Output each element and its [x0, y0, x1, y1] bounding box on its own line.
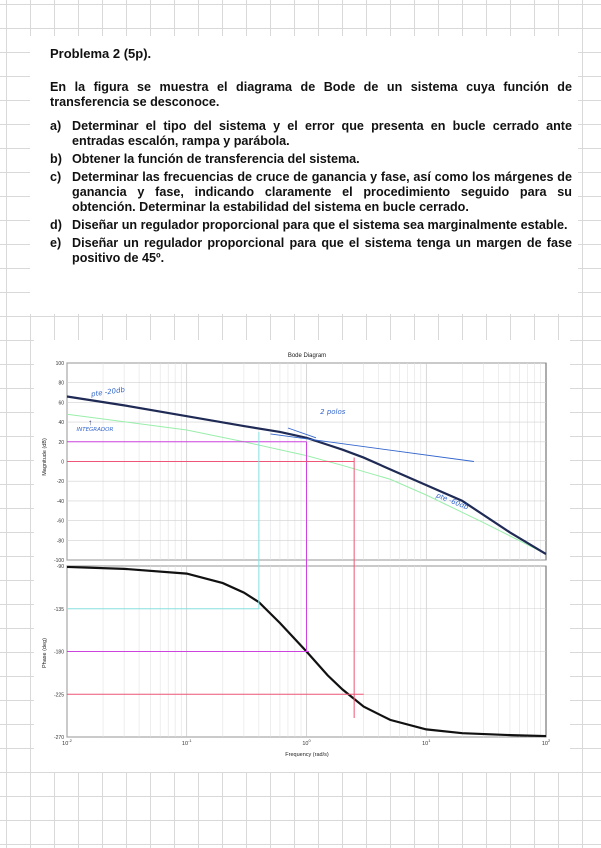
problem-intro: En la figura se muestra el diagrama de Bode de un sistema cuya función de transferencia se desconoce.	[50, 80, 572, 109]
magnitude-y-tick-label: 60	[58, 400, 64, 407]
magnitude-ylabel: Magnitude (dB)	[42, 438, 48, 476]
question-item	[50, 119, 572, 149]
magnitude-y-tick-label: -40	[56, 498, 64, 505]
question-text: Determinar las frecuencias de cruce de ganancia y fase, así como los márgenes de ganancia y fase, indicando claramente el procedimiento seguido para su obtención. Determinar la estabilidad del sistema en bucle cerrado.	[72, 170, 572, 214]
question-text: Diseñar un regulador proporcional para que el sistema tenga un margen de fase positivo de 45º.	[72, 236, 572, 265]
x-tick-labels	[62, 738, 551, 747]
bode-figure	[34, 340, 570, 772]
handwritten-slope-label: pte -20db	[90, 385, 126, 399]
magnitude-y-tick-label: 20	[58, 439, 64, 446]
phase-y-tick-label: -135	[53, 606, 64, 613]
question-list	[50, 119, 572, 269]
x-tick-label: $10^{-2}$	[62, 738, 72, 747]
question-label: e)	[50, 236, 62, 250]
magnitude-y-tick-label: -60	[56, 518, 64, 525]
question-label: a)	[50, 119, 62, 133]
phase-y-tick-label: -225	[53, 692, 64, 699]
question-item	[50, 170, 572, 215]
magnitude-y-tick-label: -20	[56, 479, 64, 486]
magnitude-plot	[54, 361, 546, 564]
chart-title: Bode Diagram	[287, 353, 327, 359]
magnitude-y-tick-label: 0	[61, 459, 64, 466]
phase-plot	[54, 564, 546, 741]
x-axis-label: Frequency (rad/s)	[285, 752, 329, 758]
bode-diagram	[34, 340, 570, 772]
problem-title: Problema 2 (5p).	[50, 46, 152, 61]
question-label: c)	[50, 170, 62, 184]
question-text: Diseñar un regulador proporcional para que el sistema sea marginalmente estable.	[72, 218, 568, 232]
magnitude-y-tick-label: 80	[58, 380, 64, 387]
question-item	[50, 218, 572, 233]
magnitude-y-tick-label: -100	[53, 558, 64, 564]
x-tick-label: $10^{-1}$	[181, 738, 192, 747]
x-tick-label: $10^1$	[422, 738, 431, 747]
phase-y-tick-label: -180	[53, 649, 64, 656]
magnitude-y-tick-label: -80	[56, 538, 64, 545]
handwritten-slope-label-2: pte -60db	[434, 491, 470, 512]
question-item	[50, 236, 572, 266]
question-text: Obtener la función de transferencia del sistema.	[72, 152, 360, 166]
question-label: b)	[50, 152, 62, 166]
phase-ylabel: Phase (deg)	[42, 638, 48, 668]
magnitude-y-tick-label: 40	[58, 420, 64, 427]
magnitude-y-tick-label: 100	[55, 361, 64, 367]
question-item	[50, 152, 572, 167]
handwritten-poles-label: 2 polos	[320, 408, 346, 417]
handwritten-integrador-label: INTEGRADOR	[76, 426, 114, 433]
problem-sheet	[30, 36, 578, 314]
handwritten-arrow: ↑	[88, 418, 93, 428]
question-label: d)	[50, 218, 62, 232]
phase-y-tick-label: -90	[56, 564, 64, 570]
x-tick-label: $10^2$	[541, 738, 551, 747]
x-tick-label: $10^0$	[302, 738, 311, 747]
phase-y-tick-label: -270	[53, 735, 64, 741]
question-text: Determinar el tipo del sistema y el error que presenta en bucle cerrado ante entradas escalón, rampa y parábola.	[72, 119, 572, 148]
